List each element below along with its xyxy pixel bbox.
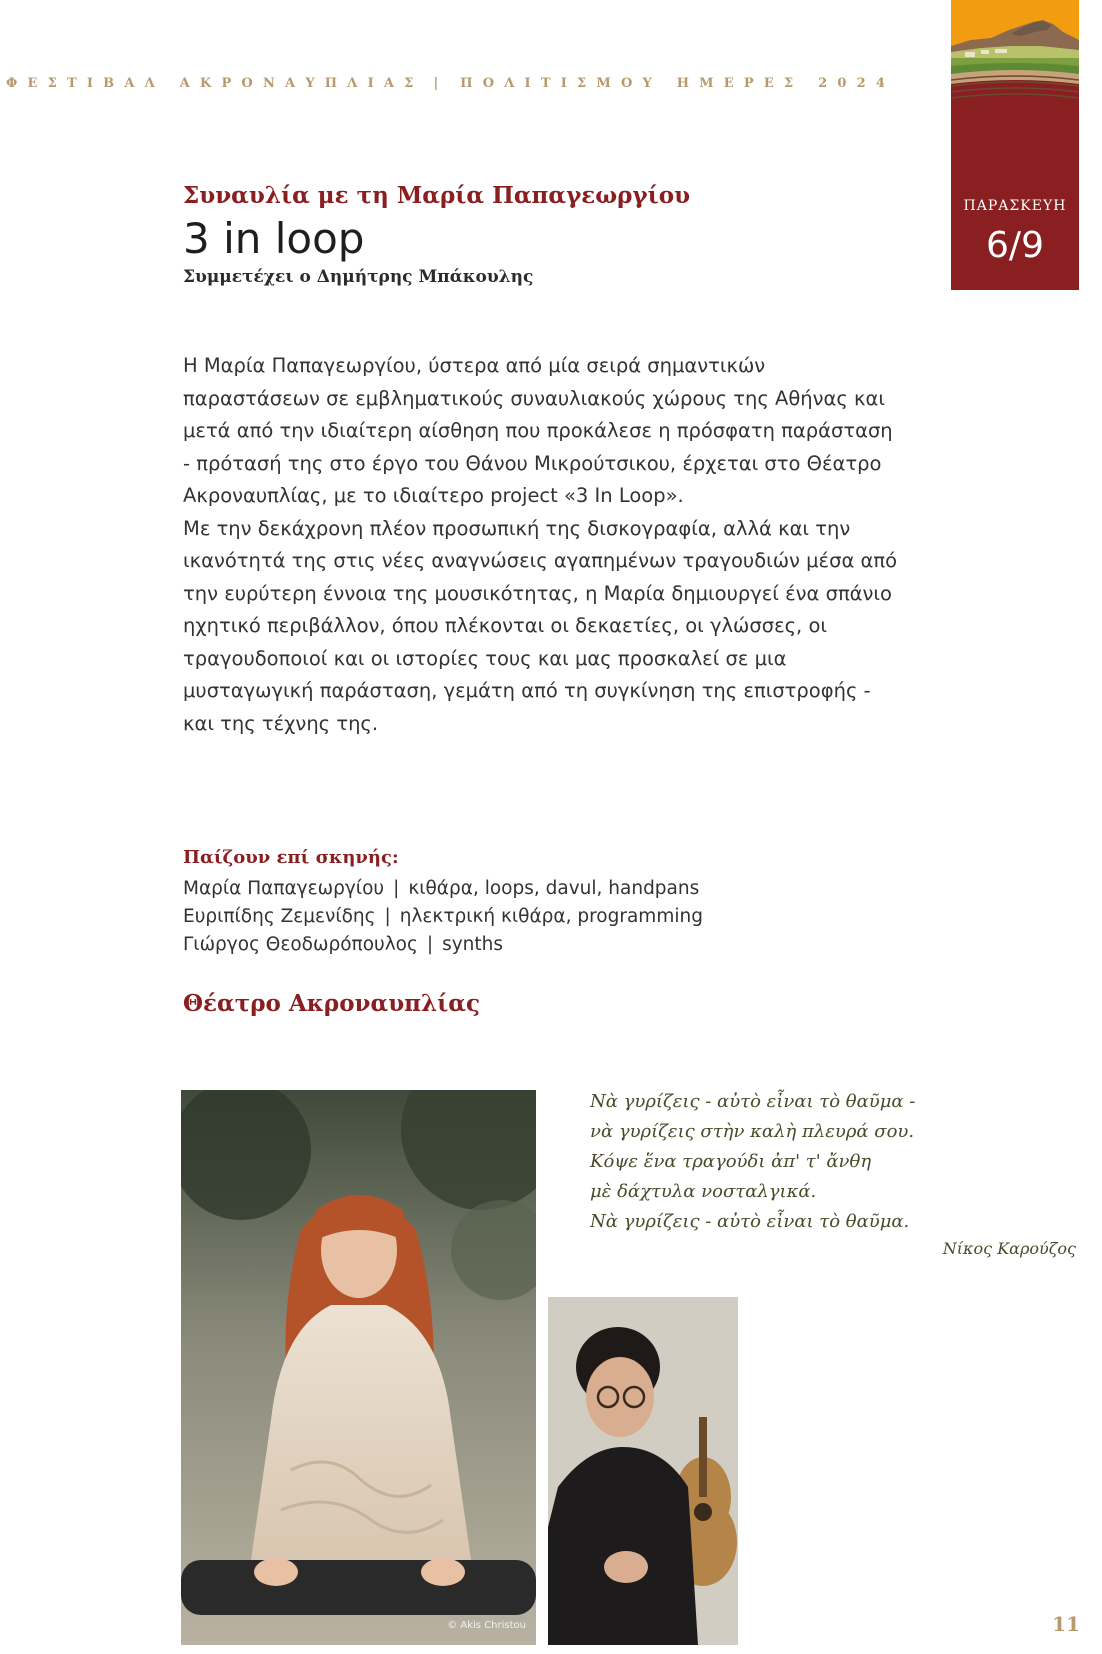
performer-separator: |	[426, 934, 434, 955]
event-description	[183, 350, 903, 740]
performer-row	[183, 931, 903, 959]
event-title: 3 in loop	[183, 214, 365, 263]
poem-line: μὲ δάχτυλα νοσταλγικά.	[590, 1181, 817, 1202]
performer-name: Ευριπίδης Ζεμενίδης	[183, 906, 376, 927]
date-tab	[951, 0, 1079, 290]
poem-author: Νίκος Καρούζος	[942, 1239, 1076, 1258]
performer-role: synths	[442, 934, 504, 955]
running-head	[6, 76, 895, 91]
performer-row	[183, 903, 903, 931]
performer-name: Γιώργος Θεοδωρόπουλος	[183, 934, 418, 955]
performers-heading: Παίζουν επί σκηνής:	[183, 847, 399, 868]
running-head-edition: ΠΟΛΙΤΙΣΜΟΥ ΗΜΕΡΕΣ 2024	[460, 76, 896, 91]
page-number: 11	[1052, 1612, 1080, 1636]
event-header	[183, 181, 883, 289]
portrait-illustration	[181, 1090, 536, 1645]
acronauplia-landscape-illustration	[951, 0, 1079, 110]
portrait-illustration	[548, 1297, 738, 1645]
poem-quote	[590, 1087, 1060, 1237]
musician-portrait-photo	[548, 1297, 738, 1645]
event-subtitle: Συμμετέχει ο Δημήτρης Μπάκουλης	[183, 267, 534, 287]
performer-role: κιθάρα, loops, davul, handpans	[408, 878, 700, 899]
description-paragraph: Με την δεκάχρονη πλέον προσωπική της δισκογραφία, αλλά και την ικανότητά της στις νέες αναγνώσεις αγαπημένων τραγουδιών μέσα από την ευρύτερη έννοια της μουσικότητας, η Μαρία δημιουργεί ένα σπάνιο ηχητικό περιβάλλον, όπου πλέκονται οι δεκαετίες, οι γλώσσες, οι τραγουδοποιοί και οι ιστορίες τους και μας προσκαλεί σε μια μυσταγωγική παράσταση, γεμάτη από τη συγκίνηση της επιστροφής - και της τέχνης της.	[183, 516, 898, 735]
poem-line: Νὰ γυρίζεις - αὐτὸ εἶναι τὸ θαῦμα -	[590, 1091, 916, 1112]
performer-role: ηλεκτρική κιθάρα, programming	[399, 906, 703, 927]
running-head-separator: |	[433, 76, 439, 91]
performer-row	[183, 875, 903, 903]
event-date: 6/9	[986, 225, 1044, 266]
event-supertitle: Συναυλία με τη Μαρία Παπαγεωργίου	[183, 182, 691, 209]
weekday-label: ΠΑΡΑΣΚΕΥΗ	[963, 198, 1067, 214]
photo-credit: © Akis Christou	[447, 1620, 526, 1631]
running-head-festival: ΦΕΣΤΙΒΑΛ ΑΚΡΟΝΑΥΠΛΙΑΣ	[6, 76, 424, 91]
poem-line: νὰ γυρίζεις στὴν καλὴ πλευρά σου.	[590, 1121, 915, 1142]
performer-separator: |	[384, 906, 391, 927]
poem-line: Κόψε ἕνα τραγούδι ἀπ' τ' ἄνθη	[590, 1151, 872, 1172]
singer-portrait-photo	[181, 1090, 536, 1645]
performer-name: Μαρία Παπαγεωργίου	[183, 878, 385, 899]
description-paragraph: Η Μαρία Παπαγεωργίου, ύστερα από μία σειρά σημαντικών παραστάσεων σε εμβληματικούς συναυλιακούς χώρους της Αθήνας και μετά από την ιδιαίτερη αίσθηση που προκάλεσε η πρόσφατη παράσταση - πρότασή της στο έργο του Θάνου Μικρούτσικου, έρχεται στο Θέατρο Ακροναυπλίας, με το ιδιαίτερο project «3 In Loop».	[183, 354, 893, 507]
venue-name: Θέατρο Ακροναυπλίας	[183, 990, 480, 1017]
performers-section	[183, 845, 903, 959]
poem-line: Νὰ γυρίζεις - αὐτὸ εἶναι τὸ θαῦμα.	[590, 1211, 910, 1232]
performer-separator: |	[393, 878, 400, 899]
